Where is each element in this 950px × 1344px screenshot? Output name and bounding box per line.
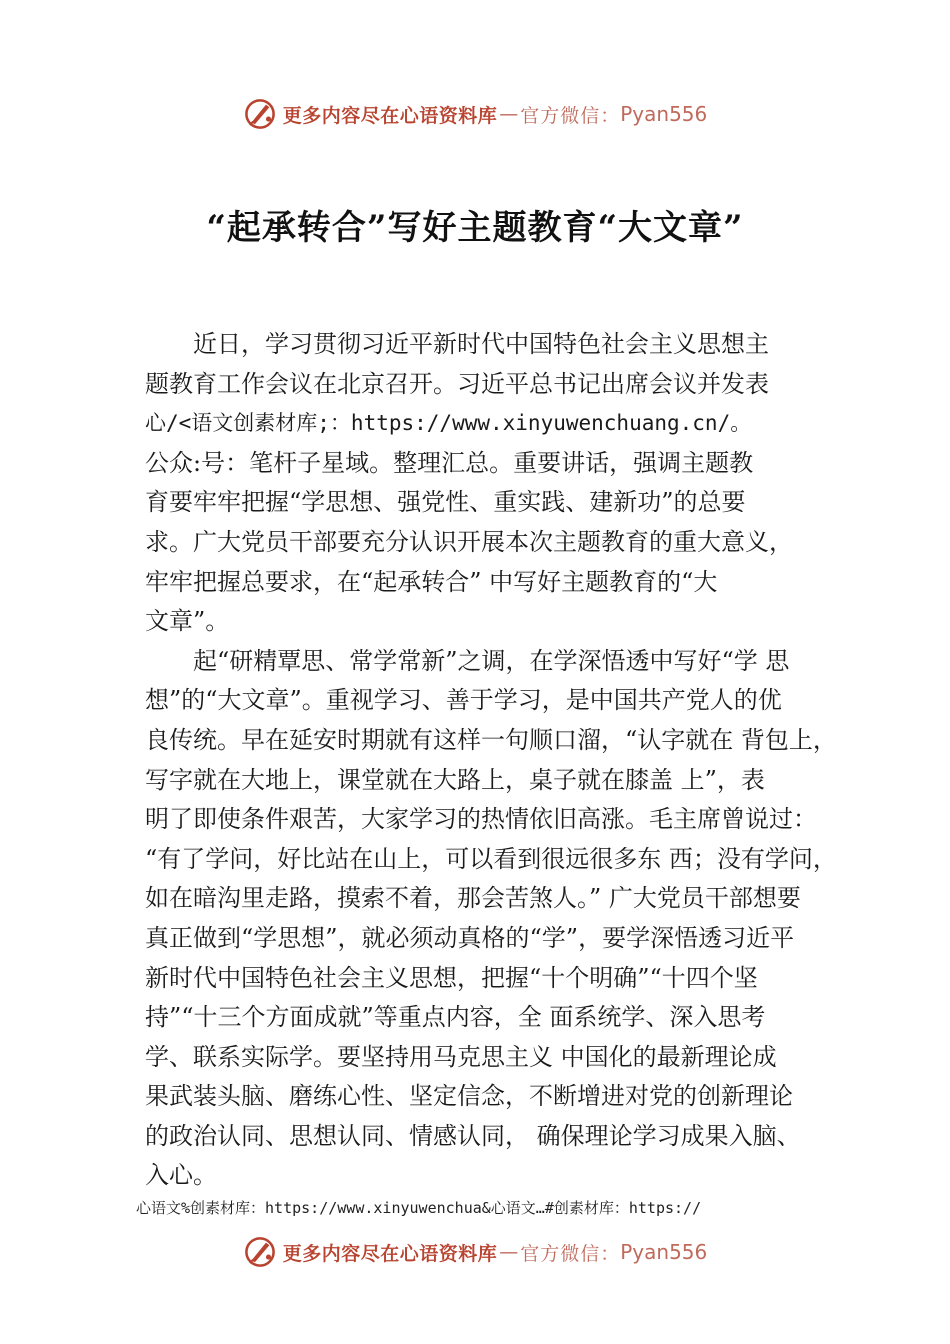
- body-line: 的政治认同、思想认同、情感认同， 确保理论学习成果入脑、: [145, 1121, 801, 1150]
- body-line: 学、联系实际学。要坚持用马克思主义 中国化的最新理论成: [145, 1042, 777, 1071]
- banner-brand-text: 更多内容尽在心语资料库: [282, 1242, 498, 1265]
- banner-separator: —: [499, 103, 519, 125]
- banner-wechat-label: 官方微信：: [520, 104, 621, 127]
- quill-pen-logo-icon: [243, 1235, 277, 1269]
- body-line: 入心。: [145, 1161, 217, 1190]
- quill-pen-logo-icon: [243, 97, 277, 131]
- body-line: “有了学问，好比站在山上，可以看到很远很多东 西；没有学问，: [145, 844, 837, 873]
- body-line: 近日，学习贯彻习近平新时代中国特色社会主义思想主: [145, 330, 769, 358]
- body-line: 真正做到“学思想”，就必须动真格的“学”，要学深悟透习近平: [145, 923, 795, 952]
- body-line: 新时代中国特色社会主义思想，把握“十个明确”“十四个坚: [145, 963, 758, 992]
- body-line: 牢牢把握总要求，在“起承转合” 中写好主题教育的“大: [145, 567, 718, 596]
- footer-source-note: 心语文%创素材库：https://www.xinyuwenchua&心语文…#创素材库：https://: [136, 1199, 702, 1217]
- body-line: 如在暗沟里走路，摸索不着，那会苦煞人。” 广大党员干部想要: [145, 884, 801, 913]
- body-line: 起“研精覃思、常学常新”之调，在学深悟透中写好“学 思: [145, 646, 790, 675]
- banner-wechat-id: Pyan556: [620, 102, 708, 126]
- banner-wechat-id: Pyan556: [620, 1240, 708, 1264]
- body-line: 持”“十三个方面成就”等重点内容，全 面系统学、深入思考: [145, 1003, 766, 1032]
- banner-brand-text: 更多内容尽在心语资料库: [282, 104, 498, 127]
- body-line: 育要牢牢把握“学思想、强党性、重实践、建新功”的总要: [145, 488, 746, 517]
- body-line: 果武装头脑、磨练心性、坚定信念，不断增进对党的创新理论: [145, 1082, 793, 1111]
- body-line: 心/<语文创素材库;：https://www.xinyuwenchuang.cn/。: [145, 411, 752, 436]
- body-line: 公众:号：笔杆子星域。整理汇总。重要讲话，强调主题教: [145, 448, 754, 477]
- body-line: 写字就在大地上，课堂就在大路上，桌子就在膝盖 上”，表: [145, 765, 765, 794]
- document-body: [145, 325, 845, 1196]
- bottom-banner: [0, 1232, 950, 1272]
- banner-wechat-label: 官方微信：: [520, 1242, 621, 1265]
- body-line: 题教育工作会议在北京召开。习近平总书记出席会议并发表: [145, 369, 769, 398]
- body-line: 想”的“大文章”。重视学习、善于学习，是中国共产党人的优: [145, 686, 782, 715]
- banner-separator: —: [499, 1241, 519, 1263]
- document-title: “起承转合”写好主题教育“大文章”: [206, 208, 744, 248]
- body-line: 文章”。: [145, 607, 230, 636]
- body-line: 良传统。早在延安时期就有这样一句顺口溜，“认字就在 背包上，: [145, 725, 837, 754]
- top-banner: [0, 94, 950, 134]
- body-line: 求。广大党员干部要充分认识开展本次主题教育的重大意义，: [145, 527, 793, 556]
- body-line: 明了即使条件艰苦，大家学习的热情依旧高涨。毛主席曾说过：: [145, 805, 817, 834]
